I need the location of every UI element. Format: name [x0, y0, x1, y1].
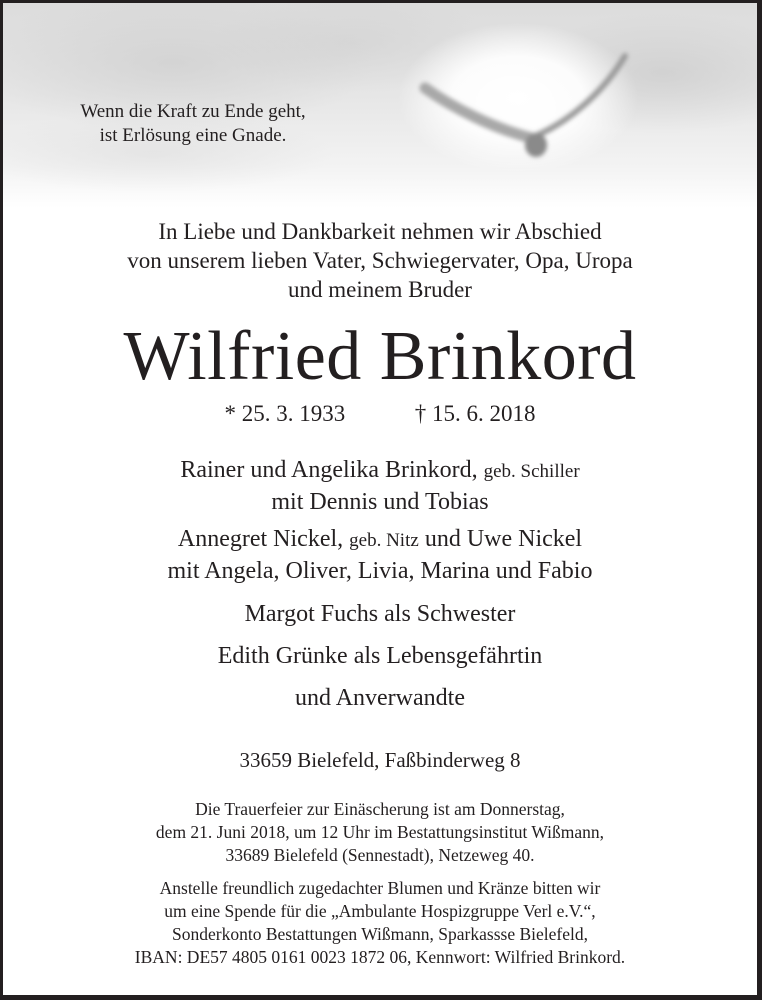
notice-line: dem 21. Juni 2018, um 12 Uhr im Bestattungsinstitut Wißmann,	[155, 822, 605, 842]
motto-line: Wenn die Kraft zu Ende geht,	[80, 101, 306, 122]
mourner-name: und Uwe Nickel	[424, 526, 583, 552]
donation-notice	[3, 877, 757, 969]
maiden-name: geb. Nitz	[349, 530, 419, 551]
mourner-relatives: und Anverwandte	[295, 685, 465, 711]
notice-line: Die Trauerfeier zur Einäscherung ist am Donnerstag,	[195, 799, 565, 819]
maiden-name: geb. Schiller	[483, 461, 580, 482]
funeral-notice	[3, 798, 757, 867]
notice-line: Anstelle freundlich zugedachter Blumen und Kränze bitten wir	[159, 878, 601, 898]
cross-icon: †	[414, 401, 427, 426]
motto-line: ist Erlösung eine Gnade.	[99, 125, 287, 146]
notice-line: um eine Spende für die „Ambulante Hospizgruppe Verl e.V.“,	[164, 901, 596, 921]
mourner-partner: Edith Grünke als Lebensgefährtin	[217, 643, 543, 669]
birth-star-icon: *	[224, 401, 236, 426]
death-date: 15. 6. 2018	[432, 401, 536, 426]
mourner-children: mit Dennis und Tobias	[271, 489, 489, 515]
intro-line: und meinem Bruder	[288, 277, 472, 302]
life-dates	[3, 399, 757, 429]
intro-line: In Liebe und Dankbarkeit nehmen wir Abschied	[158, 219, 602, 244]
birth-date: 25. 3. 1933	[241, 401, 346, 426]
mourners-list	[3, 455, 757, 719]
mourner-names: Rainer und Angelika Brinkord,	[180, 457, 478, 483]
notice-line: Sonderkonto Bestattungen Wißmann, Sparkassse Bielefeld,	[172, 924, 588, 944]
mourner-family-1	[3, 455, 757, 517]
intro-line: von unserem lieben Vater, Schwiegervater, Opa, Uropa	[127, 248, 633, 273]
intro-text	[3, 217, 757, 304]
mourner-family-2	[3, 524, 757, 586]
bird-icon	[403, 38, 643, 168]
mourner-children: mit Angela, Oliver, Livia, Marina und Fabio	[167, 558, 593, 584]
obituary-notice	[3, 3, 757, 995]
family-address: 33659 Bielefeld, Faßbinderweg 8	[239, 748, 521, 772]
mourner-name: Annegret Nickel,	[177, 526, 344, 552]
notice-line: IBAN: DE57 4805 0161 0023 1872 06, Kennwort: Wilfried Brinkord.	[134, 947, 626, 967]
mourner-sister: Margot Fuchs als Schwester	[244, 601, 516, 627]
header-sky-image	[3, 3, 757, 208]
deceased-name: Wilfried Brinkord	[123, 318, 637, 395]
motto-quote	[43, 100, 343, 148]
notice-line: 33689 Bielefeld (Sennestadt), Netzeweg 40.	[225, 845, 535, 865]
